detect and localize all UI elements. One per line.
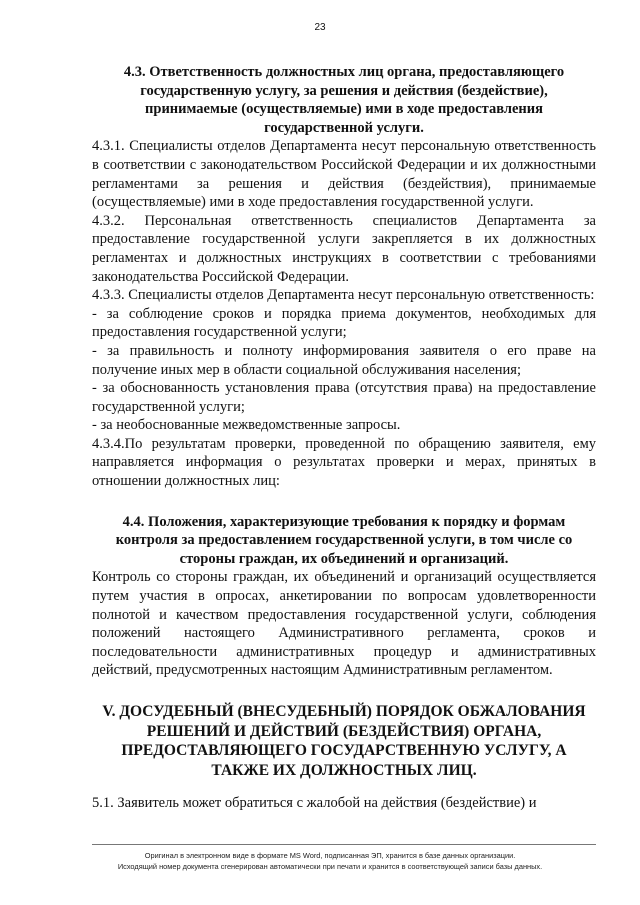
page-content [92, 63, 596, 813]
footer-line-2: Исходящий номер документа сгенерирован автоматически при печати и хранится в соответствующей записи базы данных. [117, 862, 543, 871]
list-item: - за соблюдение сроков и порядка приема документов, необходимых для предоставления государственной услуги; [92, 305, 596, 341]
footer-divider [92, 844, 596, 845]
section-4-4-heading: 4.4. Положения, характеризующие требования к порядку и формам контроля за предоставлением государственной услуги, в том числе со стороны граждан, их объединений и организаций. [115, 513, 573, 567]
paragraph-4-4: Контроль со стороны граждан, их объединений и организаций осуществляется путем участия в опросах, анкетировании по вопросам удовлетворенности полнотой и качеством предоставления государственной услуги, соблюдения положений настоящего Административного регламента, сроков и последовательности административных процедур и административных действий, предусмотренных настоящим Административным регламентом. [92, 569, 596, 679]
footer-line-1: Оригинал в электронном виде в формате MS Word, подписанная ЭП, хранится в базе данных организации. [144, 851, 516, 860]
footer-note [70, 850, 590, 872]
paragraph-4-3-1: 4.3.1. Специалисты отделов Департамента несут персональную ответственность в соответствии с законодательством Российской Федерации и их должностными регламентами за решения и действия (бездействия), принимаемые (осуществляемые) ими в ходе предоставления государственной услуги. [92, 138, 596, 211]
paragraph-4-3-3: 4.3.3. Специалисты отделов Департамента несут персональную ответственность: [92, 287, 595, 304]
page-number: 23 [314, 22, 326, 33]
paragraph-4-3-4: 4.3.4.По результатам проверки, проведенной по обращению заявителя, ему направляется информация о результатах проверки и мерах, принятых в отношении должностных лиц: [92, 435, 596, 490]
list-item: - за обоснованность установления права (отсутствия права) на предоставление государственной услуги; [92, 380, 596, 415]
list-item: - за правильность и полноту информирования заявителя о его праве на получение иных мер в области социальной обслуживания населения; [92, 342, 596, 378]
list-item: - за необоснованные межведомственные запросы. [92, 417, 401, 434]
paragraph-4-3-2: 4.3.2. Персональная ответственность специалистов Департамента за предоставление государственной услуги закрепляется в их должностных регламентах и должностных инструкциях в соответствии с требованиями законодательства Российской Федерации. [92, 212, 596, 285]
paragraph-5-1: 5.1. Заявитель может обратиться с жалобой на действия (бездействие) и [92, 795, 537, 811]
section-5-heading: V. ДОСУДЕБНЫЙ (ВНЕСУДЕБНЫЙ) ПОРЯДОК ОБЖАЛОВАНИЯ РЕШЕНИЙ И ДЕЙСТВИЙ (БЕЗДЕЙСТВИЯ) ОРГАНА, ПРЕДОСТАВЛЯЮЩЕГО ГОСУДАРСТВЕННУЮ УСЛУГУ, А ТАКЖЕ ИХ ДОЛЖНОСТНЫХ ЛИЦ. [102, 703, 586, 779]
section-4-3-heading: 4.3. Ответственность должностных лиц органа, предоставляющего государственную услугу, за решения и действия (бездействие), принимаемые (осуществляемые) ими в ходе предоставления государственной услуги. [123, 64, 565, 136]
